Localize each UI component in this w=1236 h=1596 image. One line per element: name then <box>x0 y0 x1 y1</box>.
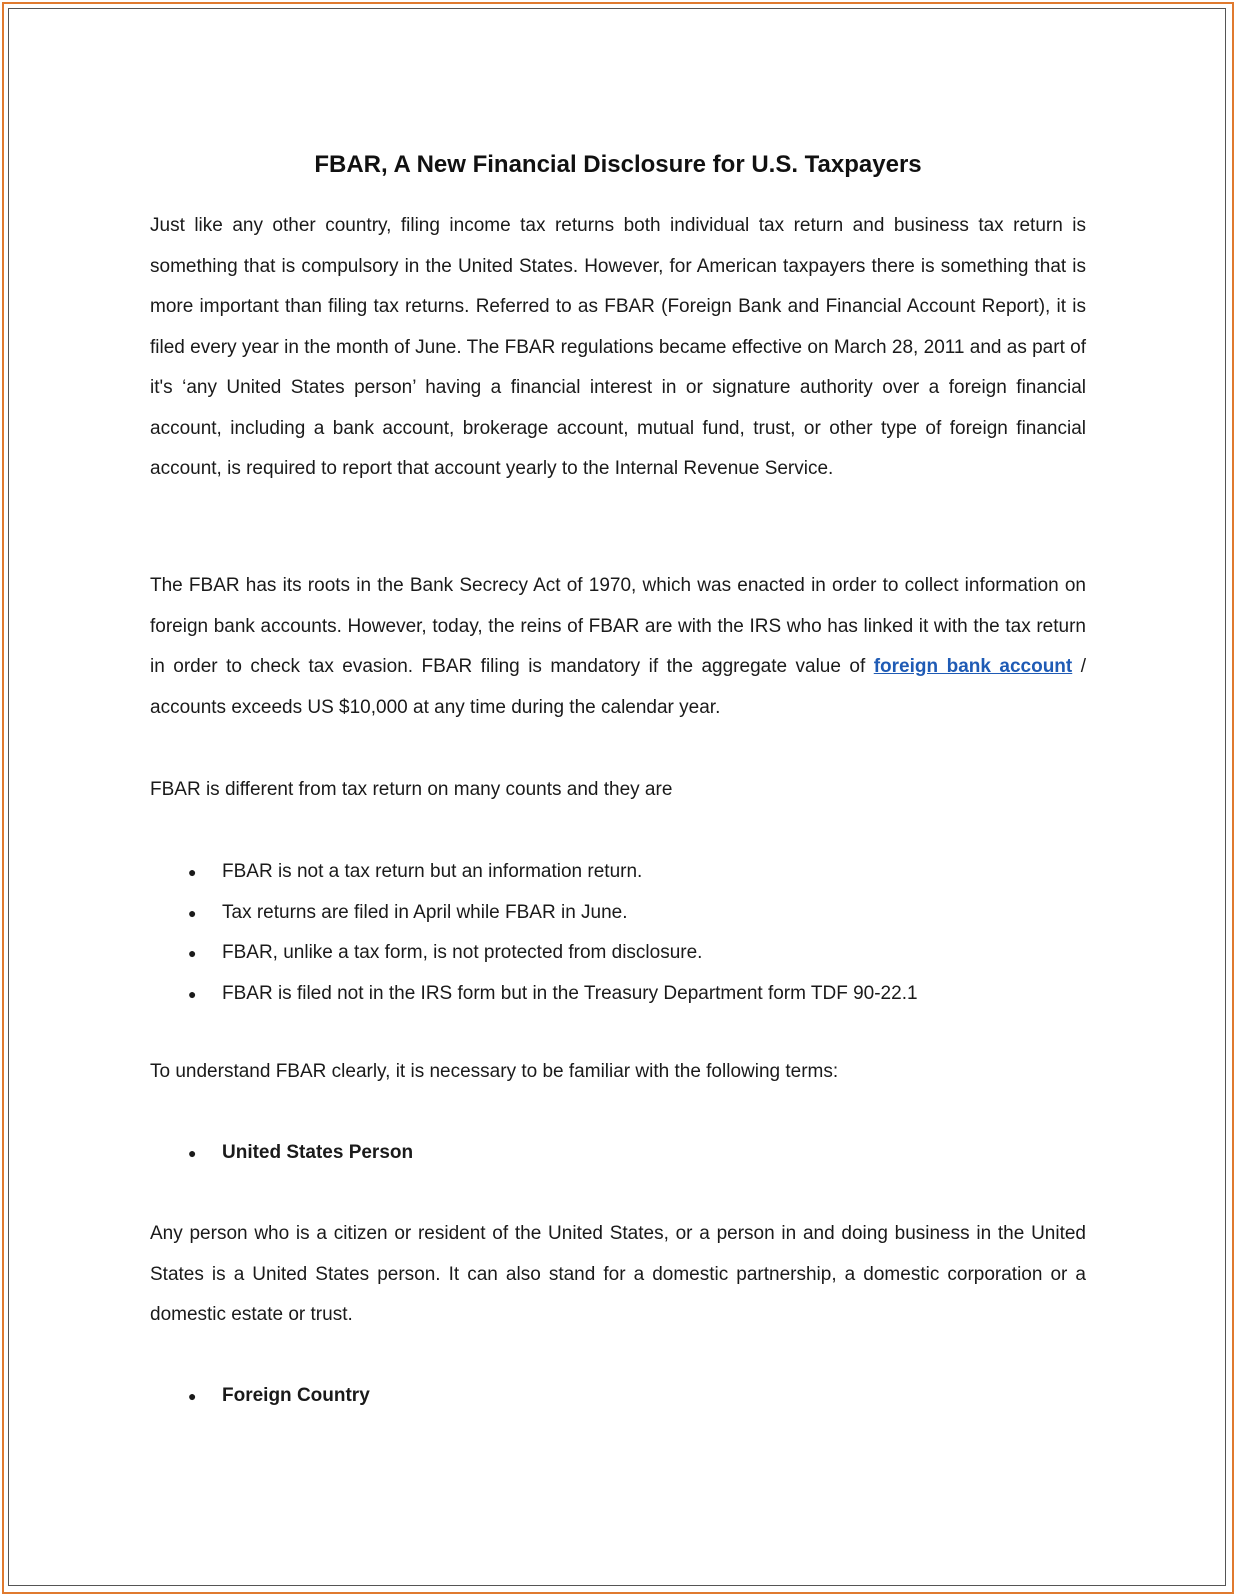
term-heading-united-states-person <box>150 1133 1086 1174</box>
list-item-text: FBAR, unlike a tax form, is not protected from disclosure. <box>222 942 703 963</box>
paragraph-terms-intro-text: To understand FBAR clearly, it is necessary to be familiar with the following terms: <box>150 1061 839 1082</box>
foreign-bank-account-link[interactable]: foreign bank account <box>873 656 1073 677</box>
term-heading-foreign-country <box>150 1376 1086 1417</box>
paragraph-history-tail: / accounts exceeds US $10,000 at any time during the calendar year. <box>150 656 1086 718</box>
list-item <box>150 974 1086 1015</box>
differences-list <box>150 852 1086 1014</box>
paragraph-history <box>150 566 1086 728</box>
term-label: United States Person <box>222 1142 414 1163</box>
paragraph-intro <box>150 206 1086 490</box>
paragraph-us-person-definition-text: Any person who is a citizen or resident of the United States, or a person in and doing business in the United States is a United States person. It can also stand for a domestic partnership, a domestic corporation or a domestic estate or trust. <box>150 1223 1086 1325</box>
bullet-icon: ● <box>188 864 197 880</box>
document-title: FBAR, A New Financial Disclosure for U.S. Taxpayers <box>314 151 922 178</box>
list-item <box>150 852 1086 893</box>
list-item-text: Tax returns are filed in April while FBAR in June. <box>222 901 628 923</box>
list-item <box>150 893 1086 934</box>
bullet-icon: ● <box>188 904 197 921</box>
term-label: Foreign Country <box>222 1385 370 1406</box>
list-item <box>150 1133 1086 1174</box>
bullet-icon: ● <box>188 985 197 1002</box>
bullet-icon: ● <box>188 945 197 961</box>
paragraph-terms-intro <box>150 1052 1086 1093</box>
paragraph-differences-intro-text: FBAR is different from tax return on many counts and they are <box>150 779 673 800</box>
bullet-icon: ● <box>188 1145 197 1161</box>
list-item-text: FBAR is not a tax return but an information return. <box>222 861 643 882</box>
paragraph-history-text <box>150 566 1086 728</box>
list-item <box>150 1376 1086 1417</box>
paragraph-intro-text: Just like any other country, filing income tax returns both individual tax return and business tax return is something that is compulsory in the United States. However, for American taxpayers there is something that is more important than filing tax returns. Referred to as FBAR (Foreign Bank and Financial Account Report), it is filed every year in the month of June. The FBAR regulations became effective on March 28, 2011 and as part of it's ‘any United States person’ having a financial interest in or signature authority over a foreign financial account, including a bank account, brokerage account, mutual fund, trust, or other type of foreign financial account, is required to report that account yearly to the Internal Revenue Service. <box>150 215 1086 479</box>
bullet-icon: ● <box>188 1388 197 1404</box>
paragraph-us-person-definition <box>150 1214 1086 1336</box>
list-item <box>150 933 1086 974</box>
paragraph-history-lead: The FBAR has its roots in the Bank Secrecy Act of 1970, which was enacted in order to collect information on foreign bank accounts. However, today, the reins of FBAR are with the IRS who has linked it with the tax return in order to check tax evasion. FBAR filing is mandatory if the aggregate value of <box>150 575 1086 677</box>
paragraph-differences-intro <box>150 770 1086 811</box>
list-item-text: FBAR is filed not in the IRS form but in the Treasury Department form TDF 90-22.1 <box>222 982 918 1004</box>
